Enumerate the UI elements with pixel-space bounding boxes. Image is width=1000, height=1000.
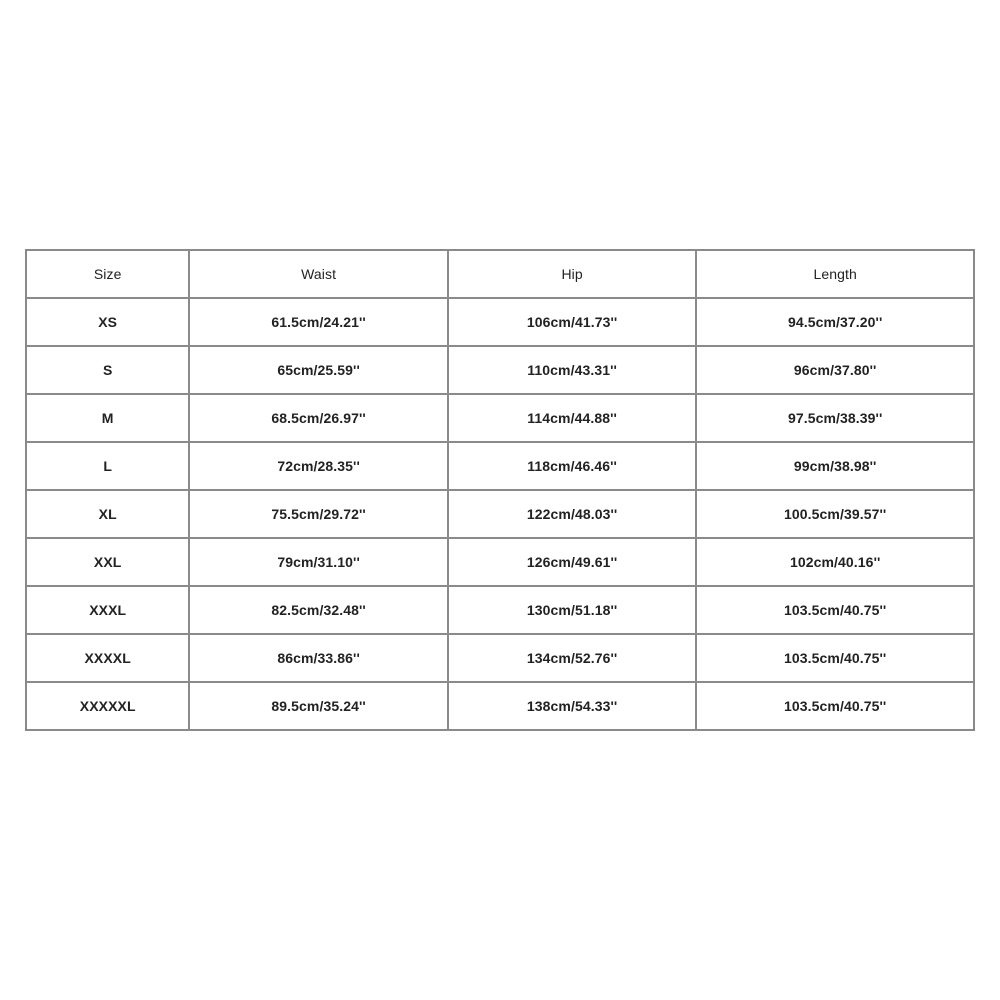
table-row: [26, 634, 974, 682]
cell-length: 102cm/40.16'': [696, 538, 974, 586]
table-row: [26, 586, 974, 634]
cell-waist: 86cm/33.86'': [189, 634, 448, 682]
cell-hip: 138cm/54.33'': [448, 682, 697, 730]
cell-size: XXXXL: [26, 634, 189, 682]
cell-length: 103.5cm/40.75'': [696, 682, 974, 730]
cell-waist: 79cm/31.10'': [189, 538, 448, 586]
cell-length: 100.5cm/39.57'': [696, 490, 974, 538]
cell-hip: 130cm/51.18'': [448, 586, 697, 634]
cell-size: XXXXXL: [26, 682, 189, 730]
cell-waist: 72cm/28.35'': [189, 442, 448, 490]
table-header-row: [26, 250, 974, 298]
cell-waist: 65cm/25.59'': [189, 346, 448, 394]
cell-size: L: [26, 442, 189, 490]
table-row: [26, 538, 974, 586]
header-hip: Hip: [448, 250, 697, 298]
cell-waist: 61.5cm/24.21'': [189, 298, 448, 346]
cell-hip: 134cm/52.76'': [448, 634, 697, 682]
cell-waist: 89.5cm/35.24'': [189, 682, 448, 730]
cell-length: 103.5cm/40.75'': [696, 634, 974, 682]
cell-size: XL: [26, 490, 189, 538]
size-chart-table: [25, 249, 975, 731]
cell-hip: 118cm/46.46'': [448, 442, 697, 490]
table-row: [26, 298, 974, 346]
table-row: [26, 490, 974, 538]
table-row: [26, 682, 974, 730]
table-row: [26, 346, 974, 394]
cell-waist: 75.5cm/29.72'': [189, 490, 448, 538]
cell-size: XS: [26, 298, 189, 346]
cell-size: XXL: [26, 538, 189, 586]
cell-length: 103.5cm/40.75'': [696, 586, 974, 634]
header-waist: Waist: [189, 250, 448, 298]
cell-hip: 110cm/43.31'': [448, 346, 697, 394]
header-size: Size: [26, 250, 189, 298]
cell-hip: 122cm/48.03'': [448, 490, 697, 538]
cell-waist: 68.5cm/26.97'': [189, 394, 448, 442]
table-row: [26, 394, 974, 442]
cell-hip: 106cm/41.73'': [448, 298, 697, 346]
cell-size: M: [26, 394, 189, 442]
cell-size: XXXL: [26, 586, 189, 634]
cell-length: 97.5cm/38.39'': [696, 394, 974, 442]
header-length: Length: [696, 250, 974, 298]
cell-hip: 114cm/44.88'': [448, 394, 697, 442]
cell-length: 94.5cm/37.20'': [696, 298, 974, 346]
cell-hip: 126cm/49.61'': [448, 538, 697, 586]
cell-length: 99cm/38.98'': [696, 442, 974, 490]
cell-length: 96cm/37.80'': [696, 346, 974, 394]
cell-size: S: [26, 346, 189, 394]
table-row: [26, 442, 974, 490]
cell-waist: 82.5cm/32.48'': [189, 586, 448, 634]
